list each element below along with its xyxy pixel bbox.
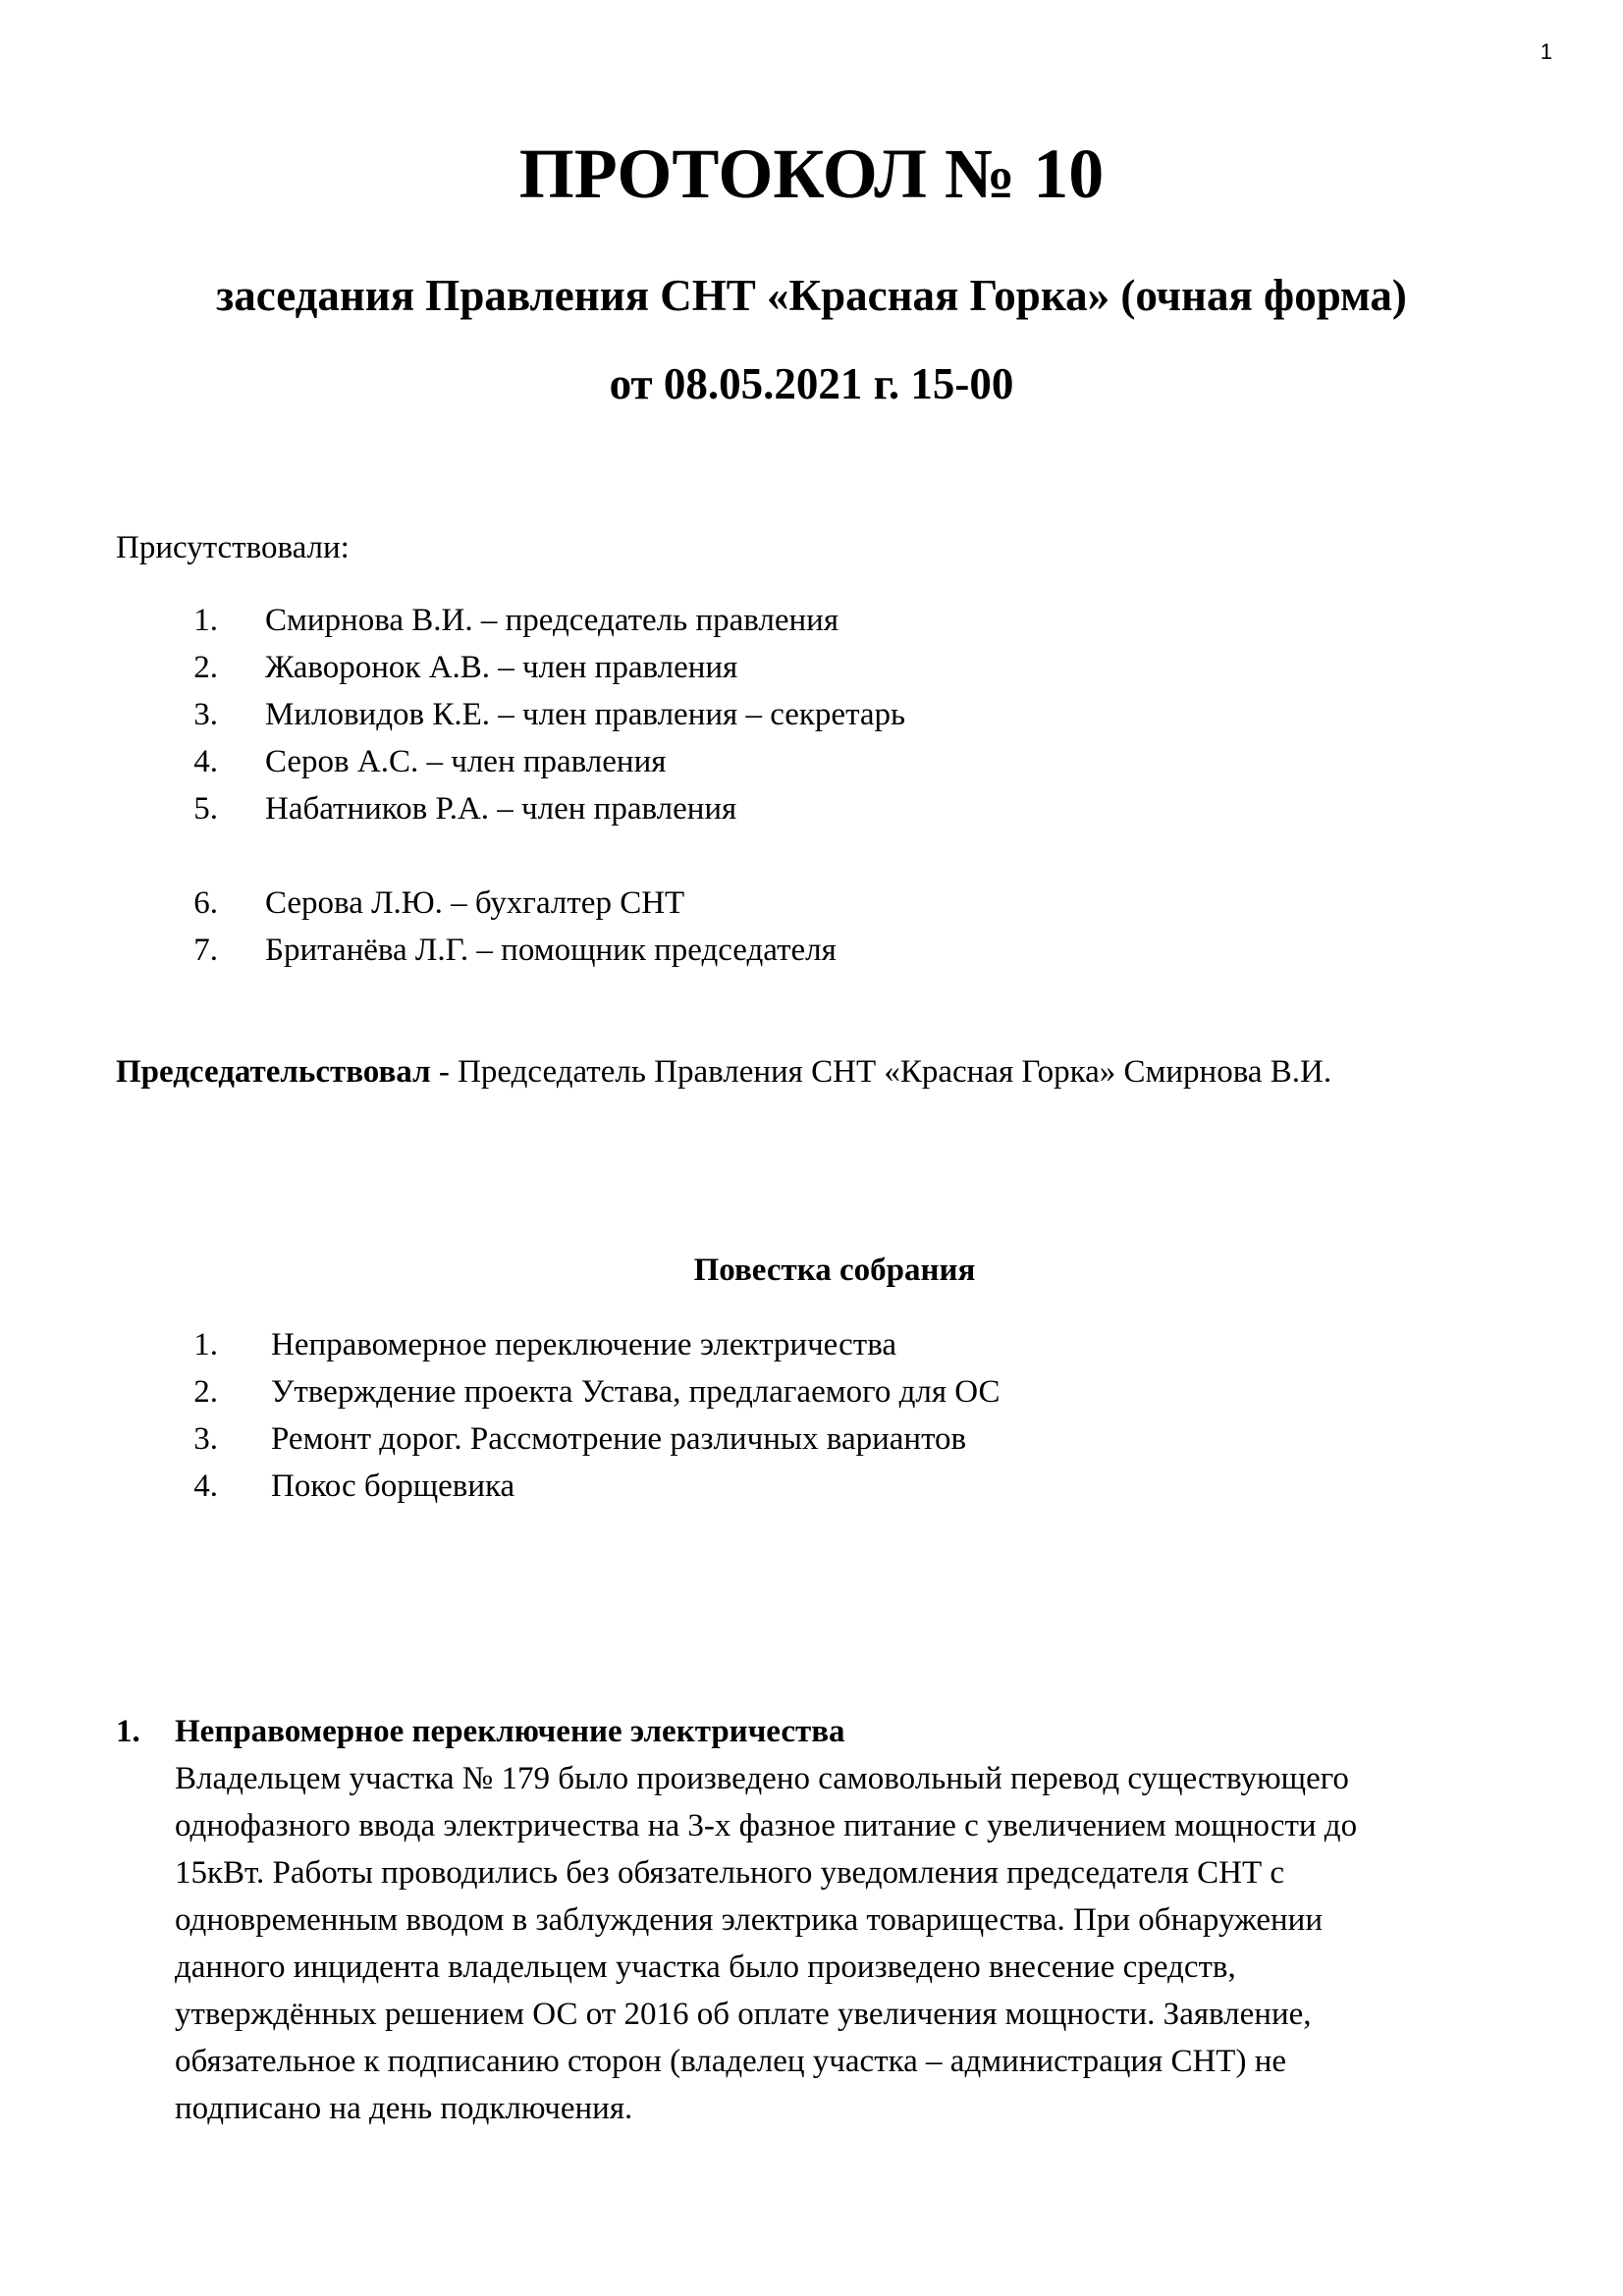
page-number: 1 — [1540, 39, 1552, 64]
list-item-text: Набатников Р.А. – член правления — [265, 791, 737, 827]
list-item-number: 2. — [193, 1374, 218, 1410]
list-item-text: Жаворонок А.В. – член правления — [265, 650, 738, 685]
document-subtitle: заседания Правления СНТ «Красная Горка» (очная форма) — [216, 271, 1407, 320]
chaired-by-text: - Председатель Правления СНТ «Красная Горка» Смирнова В.И. — [430, 1054, 1332, 1090]
paragraph-line: подписано на день подключения. — [175, 2091, 633, 2126]
paragraph-line: утверждённых решением ОС от 2016 об оплате увеличения мощности. Заявление, — [175, 1997, 1312, 2032]
paragraph-line: Владельцем участка № 179 было произведено самовольный перевод существующего — [175, 1761, 1349, 1796]
section-number: 1. — [116, 1714, 140, 1749]
attendance-heading: Присутствовали: — [116, 530, 350, 565]
list-item-number: 3. — [193, 697, 218, 732]
list-item-text: Ремонт дорог. Рассмотрение различных вариантов — [271, 1421, 967, 1457]
list-item-number: 3. — [193, 1421, 218, 1457]
list-item-number: 7. — [193, 933, 218, 968]
list-item-text: Серов А.С. – член правления — [265, 744, 667, 779]
paragraph-line: данного инцидента владельцем участка было произведено внесение средств, — [175, 1949, 1236, 1985]
chaired-by-label: Председательствовал — [116, 1054, 431, 1090]
document-date: от 08.05.2021 г. 15-00 — [609, 359, 1014, 408]
list-item-text: Утверждение проекта Устава, предлагаемого для ОС — [271, 1374, 1001, 1410]
paragraph-line: однофазного ввода электричества на 3-х фазное питание с увеличением мощности до — [175, 1808, 1358, 1843]
chaired-by-line — [116, 1048, 1331, 1095]
list-item-number: 4. — [193, 1468, 218, 1504]
list-item-text: Покос борщевика — [271, 1468, 515, 1504]
paragraph-line: обязательное к подписанию сторон (владелец участка – администрация СНТ) не — [175, 2044, 1287, 2079]
list-item-text: Серова Л.Ю. – бухгалтер СНТ — [265, 885, 685, 921]
list-item-text: Британёва Л.Г. – помощник председателя — [265, 933, 837, 968]
paragraph-line: 15кВт. Работы проводились без обязательного уведомления председателя СНТ с — [175, 1855, 1285, 1891]
section-title: Неправомерное переключение электричества — [175, 1714, 845, 1749]
list-item-text: Миловидов К.Е. – член правления – секретарь — [265, 697, 906, 732]
paragraph-line: одновременным вводом в заблуждения электрика товарищества. При обнаружении — [175, 1902, 1324, 1938]
list-item-number: 1. — [193, 1327, 218, 1362]
list-item-number: 2. — [193, 650, 218, 685]
list-item-number: 5. — [193, 791, 218, 827]
section-paragraph — [175, 1755, 1357, 2132]
document-title: ПРОТОКОЛ № 10 — [518, 134, 1105, 213]
list-item-text: Неправомерное переключение электричества — [271, 1327, 897, 1362]
list-item-number: 1. — [193, 603, 218, 638]
list-item-number: 6. — [193, 885, 218, 921]
list-item-text: Смирнова В.И. – председатель правления — [265, 603, 839, 638]
list-item-number: 4. — [193, 744, 218, 779]
agenda-heading: Повестка собрания — [693, 1253, 976, 1288]
